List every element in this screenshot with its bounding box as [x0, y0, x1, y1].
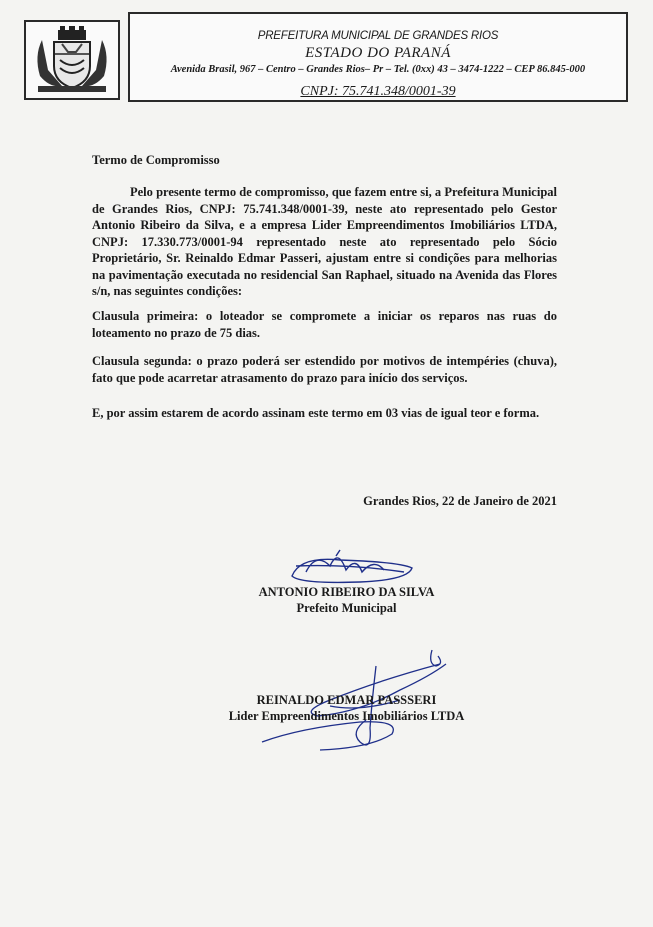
signature-mayor	[292, 550, 412, 582]
municipality-name: PREFEITURA MUNICIPAL DE GRANDES RIOS	[257, 30, 499, 42]
intro-paragraph: Pelo presente termo de compromisso, que fazem entre si, a Prefeitura Municipal de Grandes Rios, CNPJ: 75.741.348/0001-39, neste ato representado pelo Gestor Antonio Ribeiro da Silva, e a empresa Lider Empreendimentos Imobiliários LTDA, CNPJ: 17.330.773/0001-94 representado neste ato representado pelo Sócio Proprietário, Sr. Reinaldo Edmar Passeri, ajustam entre si condições para melhorias na pavimentação executada no residencial San Raphael, situado na Avenida das Flores s/n, nas seguintes condições:	[92, 185, 557, 298]
document-date: Grandes Rios, 22 de Janeiro de 2021	[363, 494, 557, 508]
municipal-coat-of-arms	[24, 20, 120, 100]
signatory-name: REINALDO EDMAR PASSSERI	[256, 693, 437, 707]
signatory-role: Lider Empreendimentos Imobiliários LTDA	[228, 709, 465, 723]
signatory-name: ANTONIO RIBEIRO DA SILVA	[258, 585, 435, 599]
clause-first: Clausula primeira: o loteador se compromete a iniciar os reparos nas ruas do loteamento no prazo de 75 dias.	[92, 309, 557, 340]
coat-of-arms-icon	[32, 26, 112, 94]
cnpj-line: CNPJ: 75.741.348/0001-39	[300, 84, 456, 99]
letterhead	[128, 12, 628, 102]
state-name: ESTADO DO PARANÁ	[305, 45, 451, 61]
address-line: Avenida Brasil, 967 – Centro – Grandes Rios– Pr – Tel. (0xx) 43 – 3474-1222 – CEP 86.845-000	[170, 64, 586, 75]
signatory-role: Prefeito Municipal	[296, 601, 397, 615]
closing-paragraph: E, por assim estarem de acordo assinam este termo em 03 vias de igual teor e forma.	[92, 406, 540, 420]
clause-second: Clausula segunda: o prazo poderá ser estendido por motivos de intempéries (chuva), fato que pode acarretar atrasamento do prazo para início dos serviços.	[92, 354, 557, 385]
document-title: Termo de Compromisso	[92, 153, 220, 167]
